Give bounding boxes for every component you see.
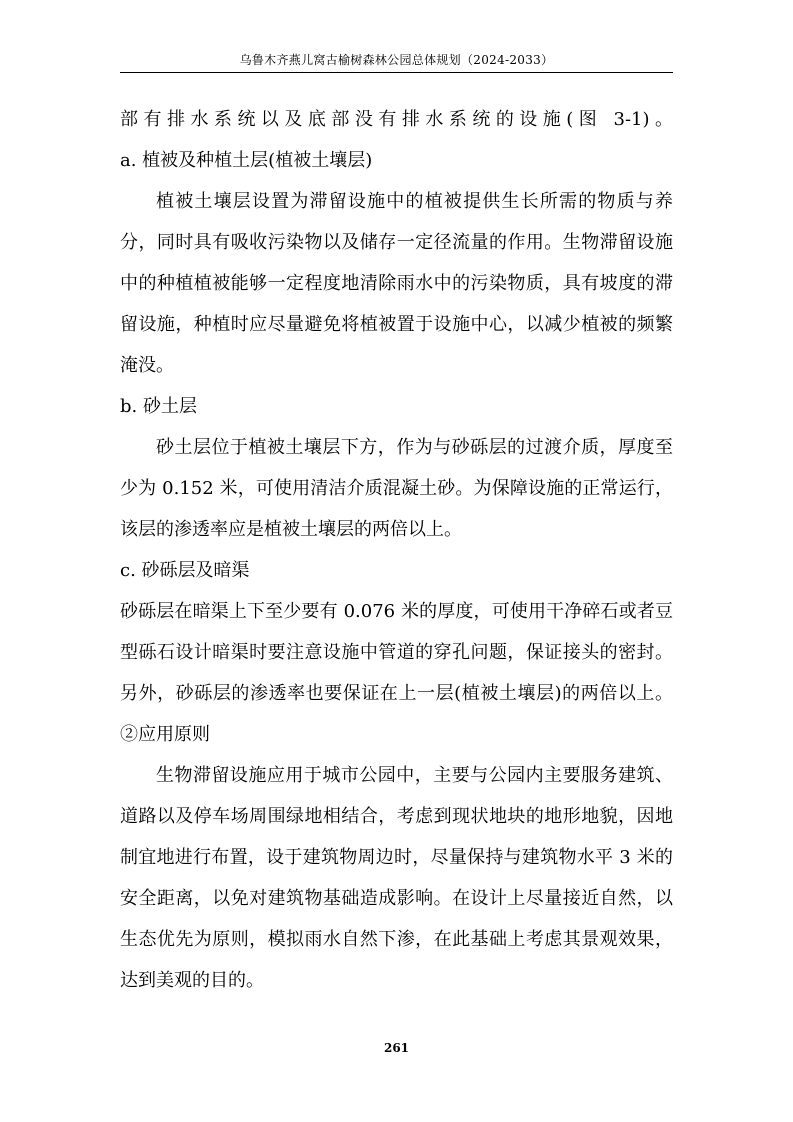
paragraph-line: 部有排水系统以及底部没有排水系统的设施(图 3-1)。 <box>120 109 673 130</box>
paragraph-line: 淹没。 <box>120 355 174 376</box>
paragraph-line: 砂土层位于植被土壤层下方，作为与砂砾层的过渡介质，厚度至 <box>156 437 673 458</box>
subheading-application-principles: ②应用原则 <box>120 724 210 745</box>
body-text <box>120 99 673 1001</box>
page-number: 261 <box>383 1041 410 1055</box>
paragraph-line: 少为 0.152 米，可使用清洁介质混凝土砂。为保障设施的正常运行， <box>120 478 673 499</box>
paragraph-line: 制宜地进行布置，设于建筑物周边时，尽量保持与建筑物水平 3 米的 <box>120 847 673 868</box>
paragraph-line: 达到美观的目的。 <box>120 970 264 991</box>
header-rule <box>120 72 673 73</box>
paragraph-line: 中的种植植被能够一定程度地清除雨水中的污染物质，具有坡度的滞 <box>120 273 673 294</box>
paragraph-line: 安全距离，以免对建筑物基础造成影响。在设计上尽量接近自然，以 <box>120 888 673 909</box>
paragraph-line: 生物滞留设施应用于城市公园中，主要与公园内主要服务建筑、 <box>156 765 673 786</box>
paragraph-line: 植被土壤层设置为滞留设施中的植被提供生长所需的物质与养 <box>156 191 673 212</box>
paragraph-line: 生态优先为原则，模拟雨水自然下渗，在此基础上考虑其景观效果， <box>120 929 673 950</box>
paragraph-line: 该层的渗透率应是植被土壤层的两倍以上。 <box>120 519 462 540</box>
running-header: 乌鲁木齐燕儿窝古榆树森林公园总体规划（2024-2033） <box>239 53 554 67</box>
paragraph-line: 另外，砂砾层的渗透率也要保证在上一层(植被土壤层)的两倍以上。 <box>120 683 673 704</box>
subheading-sand-layer: b. 砂土层 <box>120 396 197 417</box>
paragraph-line: 留设施，种植时应尽量避免将植被置于设施中心，以减少植被的频繁 <box>120 314 673 335</box>
paragraph-line: 分，同时具有吸收污染物以及储存一定径流量的作用。生物滞留设施 <box>120 232 673 253</box>
paragraph-line: 道路以及停车场周围绿地相结合，考虑到现状地块的地形地貌，因地 <box>120 806 673 827</box>
subheading-gravel-layer: c. 砂砾层及暗渠 <box>120 560 250 581</box>
subheading-vegetation-layer: a. 植被及种植土层(植被土壤层) <box>120 150 373 171</box>
paragraph-line: 型砾石设计暗渠时要注意设施中管道的穿孔问题，保证接头的密封。 <box>120 642 673 663</box>
paragraph-line: 砂砾层在暗渠上下至少要有 0.076 米的厚度，可使用干净碎石或者豆 <box>120 601 673 622</box>
